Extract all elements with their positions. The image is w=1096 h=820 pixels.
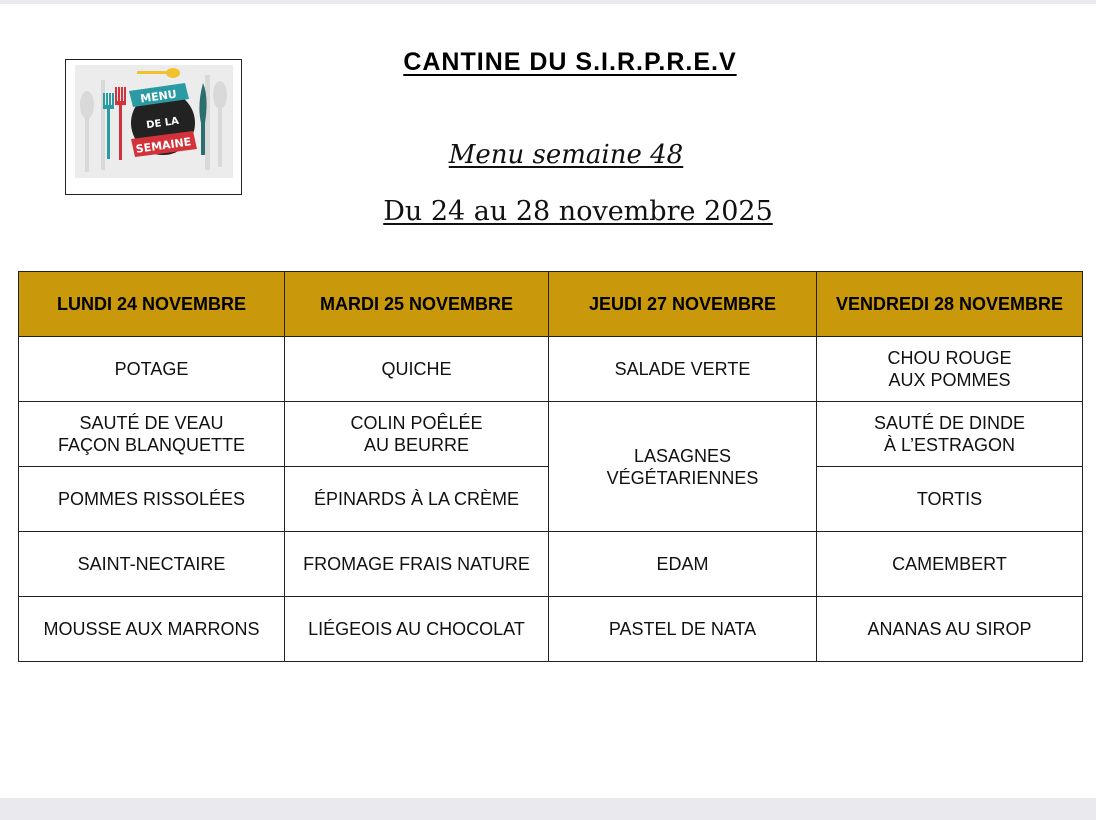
dessert-cell: MOUSSE AUX MARRONS	[19, 597, 285, 662]
cheese-cell: CAMEMBERT	[817, 532, 1083, 597]
main-line: AU BEURRE	[363, 435, 470, 455]
cheese-cell: EDAM	[549, 532, 817, 597]
side-cell: TORTIS	[817, 467, 1083, 532]
svg-text:DE LA: DE LA	[145, 115, 180, 132]
menu-page	[0, 4, 1096, 798]
cheese-cell: SAINT-NECTAIRE	[19, 532, 285, 597]
svg-text:SEMAINE: SEMAINE	[135, 135, 193, 156]
dessert-cell: ANANAS AU SIROP	[817, 597, 1083, 662]
canteen-name: CANTINE DU S.I.R.P.R.E.V	[403, 48, 737, 76]
table-row	[19, 402, 1083, 467]
main-cell	[817, 402, 1083, 467]
starter-line: CHOU ROUGE	[887, 348, 1012, 368]
side-cell: POMMES RISSOLÉES	[19, 467, 285, 532]
table-row	[19, 532, 1083, 597]
menu-logo	[65, 59, 242, 195]
day-header-lundi: LUNDI 24 NOVEMBRE	[19, 272, 285, 337]
main-line: SAUTÉ DE DINDE	[873, 413, 1026, 433]
table-row	[19, 597, 1083, 662]
main-line: FAÇON BLANQUETTE	[57, 435, 246, 455]
main-cell	[285, 402, 549, 467]
starter-cell: POTAGE	[19, 337, 285, 402]
main-cell	[19, 402, 285, 467]
week-label: Menu semaine 48	[448, 140, 684, 170]
day-header-vendredi: VENDREDI 28 NOVEMBRE	[817, 272, 1083, 337]
day-header-mardi: MARDI 25 NOVEMBRE	[285, 272, 549, 337]
starter-cell	[817, 337, 1083, 402]
main-line: SAUTÉ DE VEAU	[79, 413, 224, 433]
starter-line: AUX POMMES	[888, 370, 1011, 390]
starter-cell: SALADE VERTE	[549, 337, 817, 402]
main-cell-merged	[549, 402, 817, 532]
date-range-label: Du 24 au 28 novembre 2025	[383, 196, 773, 227]
main-line: VÉGÉTARIENNES	[606, 467, 759, 488]
main-line: COLIN POÊLÉE	[350, 413, 483, 433]
table-row	[19, 337, 1083, 402]
table-header-row	[19, 272, 1083, 337]
cheese-cell: FROMAGE FRAIS NATURE	[285, 532, 549, 597]
day-header-jeudi: JEUDI 27 NOVEMBRE	[549, 272, 817, 337]
main-line: À L’ESTRAGON	[883, 435, 1016, 455]
date-range	[0, 196, 1096, 227]
dessert-cell: PASTEL DE NATA	[549, 597, 817, 662]
svg-text:MENU: MENU	[139, 87, 178, 106]
starter-cell: QUICHE	[285, 337, 549, 402]
week-subtitle	[0, 140, 1096, 170]
page-title	[0, 48, 1096, 77]
main-line: LASAGNES	[633, 445, 732, 466]
side-cell: ÉPINARDS À LA CRÈME	[285, 467, 549, 532]
dessert-cell: LIÉGEOIS AU CHOCOLAT	[285, 597, 549, 662]
weekly-menu-table	[18, 271, 1083, 662]
